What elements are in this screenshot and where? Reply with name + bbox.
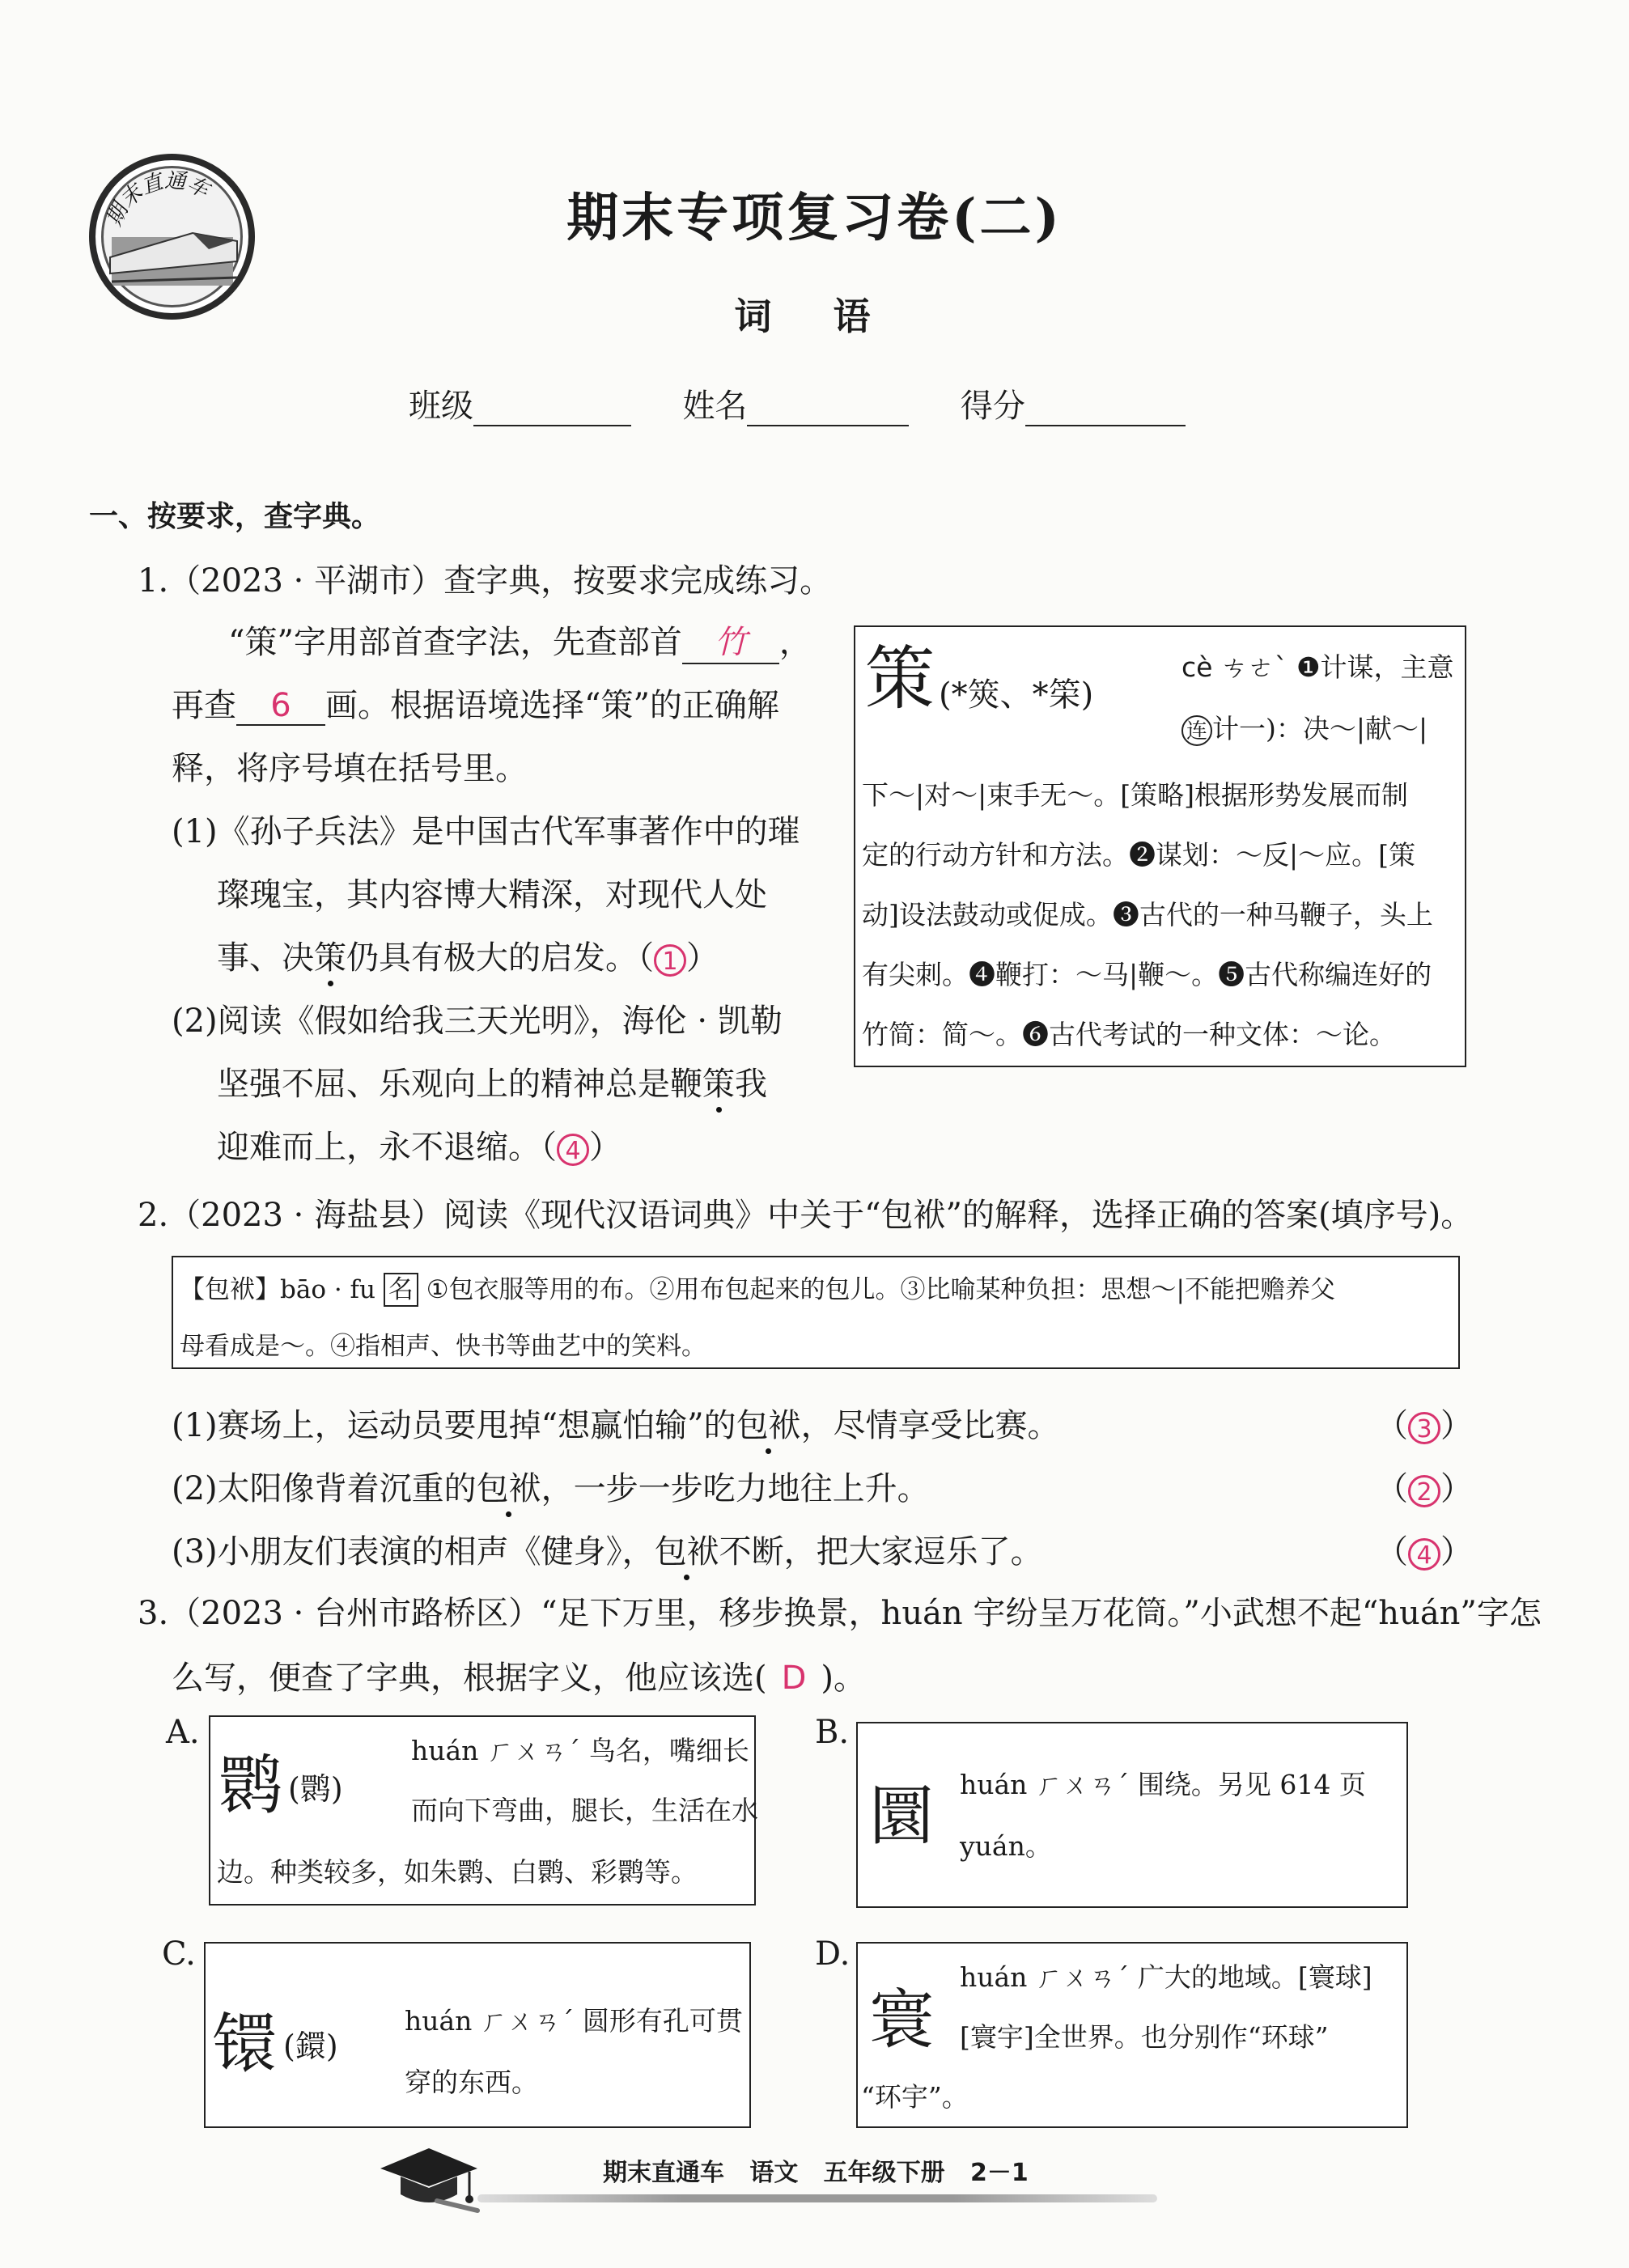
page-title: 期末专项复习卷(二): [566, 188, 1063, 248]
q2-sub3: (3)小朋友们表演的相声《健身》，包袱不断，把大家逗乐了。: [172, 1526, 1043, 1572]
q1-sub1-l2: 璨瑰宝，其内容博大精深，对现代人处: [217, 876, 767, 914]
score-input[interactable]: [1025, 391, 1186, 426]
option-a-char: 鹮: [218, 1748, 283, 1823]
q2-sub3-answer[interactable]: 4: [1408, 1538, 1440, 1571]
option-c-l2: 穿的东西。: [405, 2067, 538, 2098]
option-c-char: 镮: [212, 2007, 277, 2082]
student-info-fields: [409, 380, 1186, 426]
option-b-l2: yuán。: [960, 1830, 1052, 1862]
dict-entry-baofu: [172, 1256, 1460, 1369]
dict-line1: cè ㄘㄜˋ ❶计谋，主意: [1181, 651, 1454, 683]
option-d-l3: “环宇”。: [861, 2081, 969, 2113]
q1-sub1-answer[interactable]: 1: [654, 944, 686, 977]
class-input[interactable]: [473, 391, 631, 426]
dict-line7: 竹简：简～。❻古代考试的一种文体：～论。: [862, 1019, 1396, 1050]
option-a-label: A.: [166, 1714, 200, 1751]
option-c-variant: (鐶): [283, 2028, 338, 2064]
option-d-card[interactable]: [856, 1942, 1408, 2128]
option-d-label: D.: [815, 1935, 851, 1973]
dict-variants: (*筴、*筞): [939, 676, 1094, 714]
q3-lead2: 么写，便查了字典，根据字义，他应该选( D )。: [172, 1660, 867, 1697]
q1-sub1-l3: 事、决策仍具有极大的启发。（ 1 ）: [217, 932, 719, 978]
q2-sub1: (1)赛场上，运动员要甩掉“想赢怕输”的包袱，尽情享受比赛。: [172, 1400, 1060, 1446]
dict-line6: 有尖刺。❹鞭打：～马|鞭～。❺古代称编连好的: [862, 959, 1432, 990]
q1-sub2-l3: 迎难而上，永不退缩。（ 4 ）: [217, 1129, 621, 1166]
q1-sub2-l2: 坚强不屈、乐观向上的精神总是鞭策我: [217, 1058, 767, 1104]
q2-lead: 2.（2023 · 海盐县）阅读《现代汉语词典》中关于“包袱”的解释，选择正确的答案(填序号)。: [138, 1197, 1474, 1234]
q1-sub2-answer[interactable]: 4: [557, 1134, 589, 1166]
dict-entry-ce: [854, 625, 1466, 1067]
option-d-l1: huán ㄏㄨㄢˊ 广大的地域。[寰球]: [960, 1961, 1372, 1993]
section-heading: 一、按要求，查字典。: [89, 500, 381, 533]
q2-sub1-answer[interactable]: 3: [1408, 1412, 1440, 1444]
svg-text:期末直通车: 期末直通车: [102, 168, 213, 231]
q1-line3: 释，将序号填在括号里。: [172, 750, 528, 787]
dict-line3: 下～|对～|束手无～。[策略]根据形势发展而制: [862, 779, 1408, 811]
q1-sub2-l1: (2)阅读《假如给我三天光明》，海伦 · 凯勒: [172, 1003, 783, 1040]
q2-sub1-paren: （ 3 ）: [1376, 1407, 1473, 1444]
graduation-cap-icon: [372, 2136, 486, 2217]
page-subtitle: 词 语: [734, 295, 895, 338]
baofu-line2: 母看成是～。④指相声、快书等曲艺中的笑料。: [180, 1332, 706, 1361]
option-c-card[interactable]: [204, 1942, 751, 2128]
dict-line2: 连 计一)：决～|献～|: [1181, 708, 1427, 746]
q3-answer[interactable]: D: [781, 1660, 807, 1697]
option-b-l1: huán ㄏㄨㄢˊ 围绕。另见 614 页: [960, 1769, 1366, 1800]
name-input[interactable]: [747, 391, 909, 426]
score-label: 得分: [960, 388, 1025, 425]
q3-lead: 3.（2023 · 台州市路桥区）“足下万里，移步换景，huán 宇纷呈万花筒。”小武想不起“huán”字怎: [138, 1595, 1542, 1632]
q1-strokes-answer[interactable]: 6: [236, 687, 325, 726]
option-a-card[interactable]: [209, 1715, 756, 1906]
option-d-char: 寰: [869, 1982, 934, 2058]
option-a-l2: 而向下弯曲，腿长，生活在水: [411, 1795, 758, 1826]
option-c-l1: huán ㄏㄨㄢˊ 圆形有孔可贯: [405, 2005, 743, 2037]
footer-text: 期末直通车 语文 五年级下册 2－1: [603, 2159, 1029, 2187]
option-d-l2: [寰宇]全世界。也分别作“环球”: [960, 2021, 1329, 2053]
q1-line2: 再查 6 画。根据语境选择“策”的正确解: [172, 687, 779, 724]
footer-bar: [477, 2194, 1157, 2202]
option-b-label: B.: [815, 1714, 850, 1751]
name-label: 姓名: [682, 388, 748, 425]
option-c-label: C.: [162, 1935, 196, 1973]
q2-sub3-paren: （ 4 ）: [1376, 1533, 1473, 1571]
option-b-card[interactable]: [856, 1722, 1408, 1908]
q2-sub2: (2)太阳像背着沉重的包袱，一步一步吃力地往上升。: [172, 1463, 930, 1509]
baofu-line1: 【包袱】bāo · fu 名 ①包衣服等用的布。②用布包起来的包儿。③比喻某种负担：思想～|不能把赡养父: [180, 1269, 1335, 1307]
q1-sub1-l1: (1)《孙子兵法》是中国古代军事著作中的璀: [172, 813, 800, 850]
q2-sub2-paren: （ 2 ）: [1376, 1470, 1473, 1507]
option-b-char: 圜: [869, 1778, 934, 1854]
option-a-variant: (鹮): [288, 1771, 343, 1807]
q1-lead: 1.（2023 · 平湖市）查字典，按要求完成练习。: [138, 562, 833, 600]
dict-line5: 动]设法鼓动或促成。❸古代的一种马鞭子，头上: [862, 899, 1433, 931]
class-label: 班级: [409, 388, 473, 425]
option-a-l3: 边。种类较多，如朱鹮、白鹮、彩鹮等。: [217, 1856, 698, 1888]
q2-sub2-answer[interactable]: 2: [1408, 1475, 1440, 1507]
dict-headword: 策: [865, 638, 935, 719]
q1-radical-answer[interactable]: 竹: [682, 617, 779, 664]
dict-line4: 定的行动方针和方法。❷谋划：～反|～应。[策: [862, 839, 1415, 871]
option-a-l1: huán ㄏㄨㄢˊ 鸟名，嘴细长: [411, 1735, 749, 1766]
q1-line1: “策”字用部首查字法，先查部首 竹 ，: [228, 617, 812, 664]
